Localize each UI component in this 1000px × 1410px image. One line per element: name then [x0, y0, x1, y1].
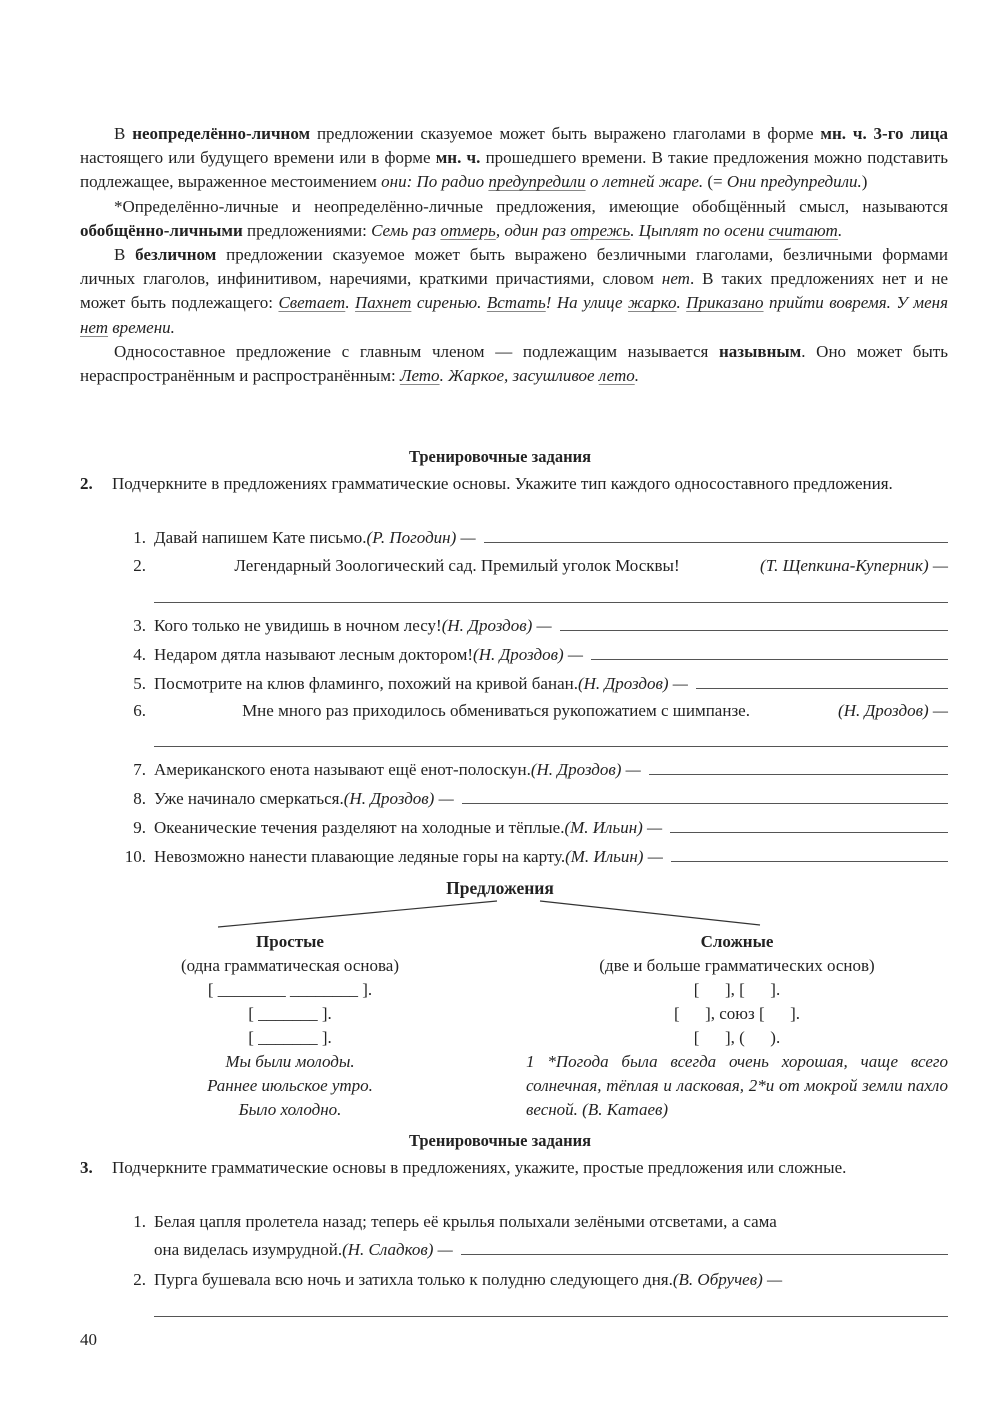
example-text: нет: [80, 317, 109, 337]
text-run: *Определённо-личные и неопределённо-личные предложения, имеющие обобщённый смысл, называются: [114, 196, 948, 216]
text-run: предложении сказуемое может быть выражено глаголами в форме: [310, 124, 821, 143]
example-text: прийти вовремя. У меня: [763, 293, 948, 313]
section-heading: Тренировочные задания: [408, 447, 592, 466]
item-source: (Н. Дроздов) —: [473, 645, 583, 664]
task-2: [80, 472, 948, 496]
text-run: . В таких предложениях нет и не может быть подлежащего:: [80, 269, 948, 313]
complex-scheme: [ ], ( ).: [693, 1028, 781, 1047]
task-number: 3.: [80, 1158, 93, 1177]
item-number: 10.: [124, 847, 146, 866]
item-text: Недаром дятла называют лесным доктором!: [154, 645, 474, 664]
term-bold: неопределённо-личном: [132, 124, 311, 143]
connector-complex: [540, 901, 760, 925]
item-text: Океанические течения разделяют на холодные и тёплые.: [154, 818, 565, 837]
complex-title: Сложные: [700, 932, 774, 951]
simple-title: Простые: [256, 932, 324, 951]
example-text: жарко: [628, 293, 677, 313]
example-text: Они предупредили.: [726, 172, 862, 192]
answer-line[interactable]: [671, 845, 948, 862]
text-run: прошедшего времени. В такие предложения можно подставить подлежащее, выраженное местоимением: [80, 148, 948, 192]
example-text: они: По радио: [381, 172, 489, 192]
text-run: В: [114, 124, 133, 143]
item-source: (В. Обручев) —: [672, 1270, 783, 1289]
item-text: Невозможно нанести плавающие ледяные горы на карту.: [154, 847, 566, 866]
example-text: .: [676, 293, 687, 313]
exercise-item: [112, 672, 948, 696]
example-text: отмерь: [440, 220, 496, 240]
item-number: 1.: [133, 528, 146, 547]
answer-line[interactable]: [649, 758, 948, 775]
answer-line[interactable]: [154, 746, 948, 747]
item-source: (Р. Погодин) —: [366, 528, 476, 547]
answer-line[interactable]: [696, 672, 948, 689]
text-run: ): [861, 172, 868, 192]
example-text: предупредили: [488, 172, 586, 192]
example-text: о летней жаре.: [585, 172, 704, 192]
exercise-item: [112, 758, 948, 782]
item-number: 5.: [133, 674, 146, 693]
exercise-item: [112, 554, 948, 578]
item-text: Мне много раз приходилось обмениваться рукопожатием с шимпанзе.: [242, 701, 750, 720]
item-source: (Н. Сладков) —: [342, 1240, 453, 1259]
item-text: Посмотрите на клюв фламинго, похожий на кривой банан.: [154, 674, 578, 693]
example-text: нет: [661, 269, 690, 289]
item-text: Американского енота называют ещё енот-полоскун.: [154, 760, 531, 779]
item-text: Давай напишем Кате письмо.: [154, 528, 367, 547]
paragraph-nominative: [80, 340, 948, 388]
text-run: В: [114, 245, 136, 265]
paragraph-impersonal: [80, 243, 948, 340]
text-run: (=: [703, 172, 727, 192]
example-text: отрежь: [570, 220, 631, 240]
term-bold: безличном: [135, 245, 217, 265]
paragraph-generalized-personal: [80, 195, 948, 243]
example-text: Лето: [399, 366, 440, 386]
complex-desc: (две и больше грамматических основ): [599, 956, 875, 975]
item-text: она виделась изумрудной.: [154, 1240, 343, 1259]
answer-line[interactable]: [461, 1238, 948, 1255]
answer-line[interactable]: [560, 614, 948, 631]
theory-text: [80, 122, 948, 388]
section-heading: Тренировочные задания: [408, 1131, 592, 1150]
answer-line[interactable]: [591, 643, 948, 660]
exercise-item: [112, 816, 948, 840]
task-number: 2.: [80, 474, 93, 493]
term-bold: назывным: [719, 341, 802, 361]
page-number: 40: [80, 1330, 97, 1349]
answer-line[interactable]: [670, 816, 948, 833]
example-text: считают: [768, 220, 839, 240]
simple-example: Раннее июльское утро.: [207, 1076, 373, 1095]
task-3: [80, 1156, 948, 1180]
task-instruction: Подчеркните в предложениях грамматические основы. Укажите тип каждого односоставного предложения.: [112, 474, 893, 493]
item-source: (Н. Дроздов) —: [838, 701, 948, 720]
example-text: времени.: [108, 317, 175, 337]
exercise-item: [112, 1268, 948, 1292]
example-text: .: [838, 220, 843, 240]
exercise-item: [112, 614, 948, 638]
answer-line[interactable]: [484, 526, 948, 543]
example-text: ! На улице: [545, 293, 629, 313]
exercise-item: [112, 787, 948, 811]
item-text: Кого только не увидишь в ночном лесу!: [154, 616, 442, 635]
text-run: настоящего или будущего времени или в форме: [80, 148, 436, 168]
text-run: . Оно может быть нераспространённым и распространённым:: [80, 341, 948, 386]
complex-column: [526, 930, 948, 1122]
item-source: (Н. Дроздов) —: [530, 760, 641, 779]
exercise-item-cont: [154, 1238, 948, 1262]
term-bold: мн. ч. 3-го лица: [820, 124, 949, 143]
example-text: .: [634, 366, 639, 386]
item-number: 1.: [133, 1212, 146, 1231]
simple-example: Мы были молоды.: [225, 1052, 355, 1071]
term-bold: обобщённо-личными: [80, 220, 243, 240]
example-text: . Цыплят по осени: [630, 220, 769, 240]
exercise-item: [112, 845, 948, 869]
complex-example: 1 *Погода была всегда очень хорошая, чаще всего солнечная, тёплая и ласковая, 2*и от мокрой земли пахло весной. (В. Катаев): [526, 1052, 948, 1119]
item-source: (Т. Щепкина-Куперник) —: [760, 556, 948, 575]
item-text: Белая цапля пролетела назад; теперь её крылья полыхали зелёными отсветами, а сама: [154, 1212, 777, 1231]
simple-scheme: [ ________ ________ ].: [207, 980, 373, 999]
item-number: 6.: [133, 701, 146, 720]
example-text: . Жаркое, засушливое: [439, 366, 599, 386]
text-run: Односоставное предложение с главным членом — подлежащим называется: [114, 341, 719, 361]
item-text: Пурга бушевала всю ночь и затихла только к полудню следующего дня.: [154, 1270, 673, 1289]
diagram-connectors: [0, 895, 1000, 935]
example-text: , один раз: [495, 220, 571, 240]
exercise-item: [112, 526, 948, 550]
item-source: (Н. Дроздов) —: [577, 674, 688, 693]
example-text: Приказано: [686, 293, 764, 313]
item-source: (М. Ильин) —: [565, 847, 663, 866]
example-text: лето: [598, 366, 635, 386]
paragraph-indefinite-personal: [80, 122, 948, 195]
item-source: (Н. Дроздов) —: [441, 616, 552, 635]
item-text: Уже начинало смеркаться.: [154, 789, 344, 808]
term-bold: мн. ч.: [435, 148, 481, 168]
item-text: Легендарный Зоологический сад. Премилый уголок Москвы!: [234, 556, 680, 575]
item-number: 2.: [133, 556, 146, 575]
item-source: (М. Ильин) —: [564, 818, 663, 837]
example-text: сиренью.: [411, 293, 487, 313]
item-number: 2.: [133, 1270, 146, 1289]
exercise-item: [112, 643, 948, 667]
example-text: Встать: [486, 293, 546, 313]
answer-line[interactable]: [154, 1316, 948, 1317]
item-source: (Н. Дроздов) —: [343, 789, 454, 808]
answer-line[interactable]: [462, 787, 948, 804]
item-number: 8.: [133, 789, 146, 808]
answer-line[interactable]: [154, 602, 948, 603]
simple-desc: (одна грамматическая основа): [180, 956, 400, 975]
text-run: предложениями:: [242, 220, 372, 240]
item-number: 9.: [133, 818, 146, 837]
simple-scheme: [ _______ ].: [248, 1004, 332, 1023]
simple-example: Было холодно.: [238, 1100, 342, 1119]
exercise-item: [112, 1210, 948, 1234]
simple-scheme: [ _______ ].: [248, 1028, 332, 1047]
example-text: Семь раз: [371, 220, 441, 240]
example-text: Светает: [278, 293, 346, 313]
item-number: 4.: [133, 645, 146, 664]
complex-scheme: [ ], союз [ ].: [673, 1004, 801, 1023]
text-run: предложении сказуемое может быть выражено безличными глаголами, безличными формами личных глаголов, инфинитивом, наречиями, краткими причастиями, словом: [80, 245, 948, 289]
example-text: .: [345, 293, 356, 313]
item-number: 3.: [133, 616, 146, 635]
simple-column: [120, 930, 460, 1122]
diagram-root: Предложения: [446, 878, 554, 898]
example-text: Пахнет: [355, 293, 412, 313]
connector-simple: [218, 901, 497, 927]
item-number: 7.: [133, 760, 146, 779]
task-instruction: Подчеркните грамматические основы в предложениях, укажите, простые предложения или сложные.: [112, 1158, 847, 1177]
complex-scheme: [ ], [ ].: [693, 980, 781, 999]
exercise-item: [112, 699, 948, 723]
